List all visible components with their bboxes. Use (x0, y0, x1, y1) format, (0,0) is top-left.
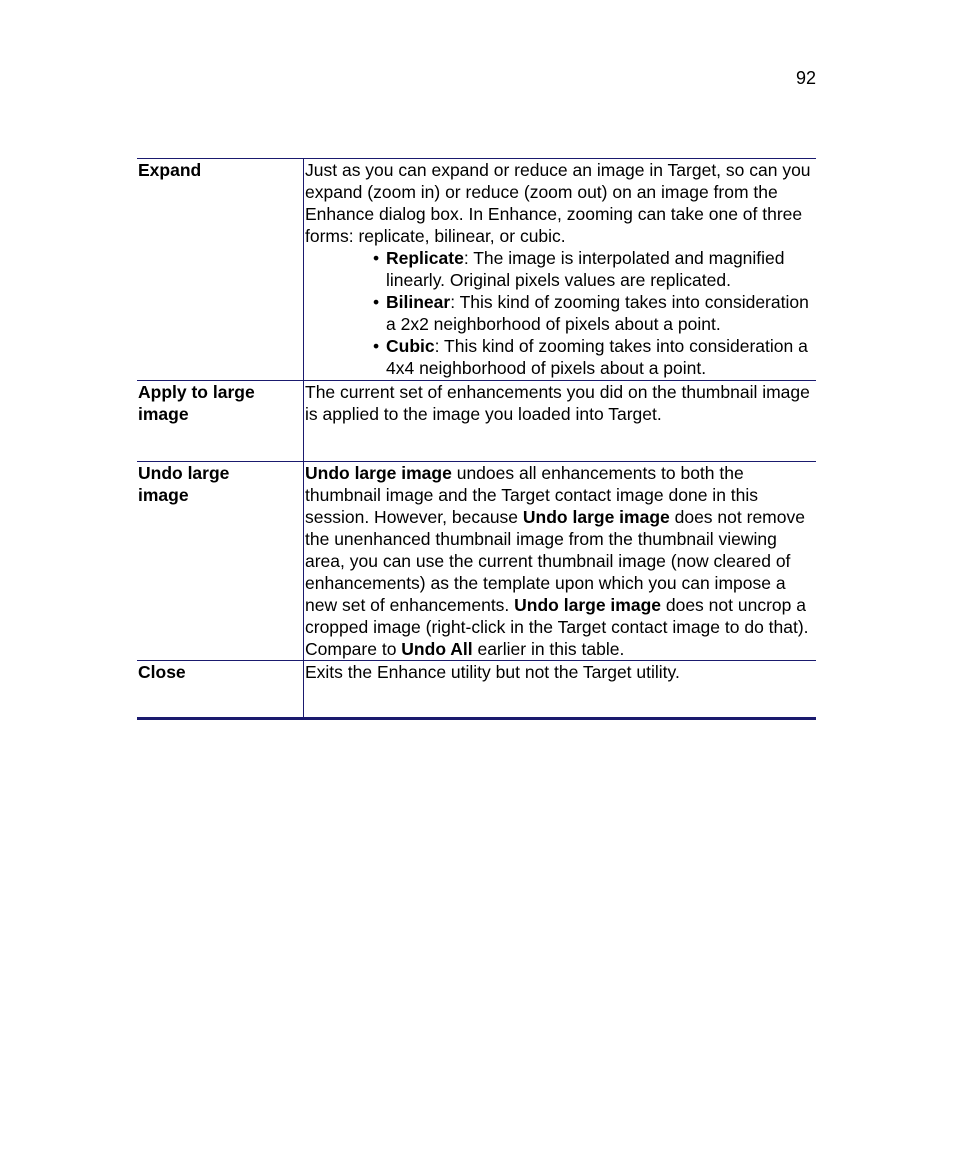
bullet-term: Cubic (386, 336, 435, 356)
undo-description (305, 462, 816, 660)
table-row-expand (137, 159, 816, 381)
bullet-icon: • (373, 248, 380, 268)
bold-term: Undo All (401, 639, 473, 659)
description-cell: The current set of enhancements you did on the thumbnail image is applied to the image you loaded into Target. (304, 381, 817, 462)
table-row-undo-large-image (137, 462, 816, 661)
bullet-text: : This kind of zooming takes into consideration a 4x4 neighborhood of pixels about a point. (386, 336, 808, 378)
term-cell: Apply to large image (137, 381, 304, 462)
bullet-icon: • (373, 336, 380, 356)
description-cell: Exits the Enhance utility but not the Target utility. (304, 661, 817, 719)
text-segment: does not uncrop a cropped image (right-click in the Target contact image to do that). Compare to (305, 595, 809, 659)
list-item (305, 247, 816, 291)
enhance-options-table (137, 158, 816, 720)
bullet-term: Replicate (386, 248, 464, 268)
expand-intro: Just as you can expand or reduce an image in Target, so can you expand (zoom in) or reduce (zoom out) on an image from the Enhance dialog box. In Enhance, zooming can take one of three forms: replicate, bilinear, or cubic. (305, 160, 811, 246)
description-cell (304, 462, 817, 661)
page-number: 92 (796, 68, 817, 88)
term-cell: Undo large image (137, 462, 304, 661)
table-row-close (137, 661, 816, 719)
term-cell: Close (137, 661, 304, 719)
text-segment: does not remove the unenhanced thumbnail image from the thumbnail viewing area, you can use the current thumbnail image (now cleared of enhancements) as the template upon which you can impose a new set of enhancements. (305, 507, 805, 615)
bold-term: Undo large image (305, 463, 452, 483)
bullet-text: : The image is interpolated and magnified linearly. Original pixels values are replicated. (386, 248, 785, 290)
text-segment: undoes all enhancements to both the thumbnail image and the Target contact image done in this session. However, because (305, 463, 759, 527)
bullet-term: Bilinear (386, 292, 451, 312)
term-cell: Expand (137, 159, 304, 381)
table-row-apply-to-large-image (137, 381, 816, 462)
description-cell (304, 159, 817, 381)
list-item (305, 291, 816, 335)
bold-term: Undo large image (522, 507, 670, 527)
bullet-icon: • (373, 292, 380, 312)
list-item (305, 335, 816, 379)
bold-term: Undo large image (514, 595, 661, 615)
bullet-text: : This kind of zooming takes into consideration a 2x2 neighborhood of pixels about a point. (386, 292, 809, 334)
text-segment: earlier in this table. (472, 639, 625, 659)
zoom-forms-list (305, 247, 816, 379)
